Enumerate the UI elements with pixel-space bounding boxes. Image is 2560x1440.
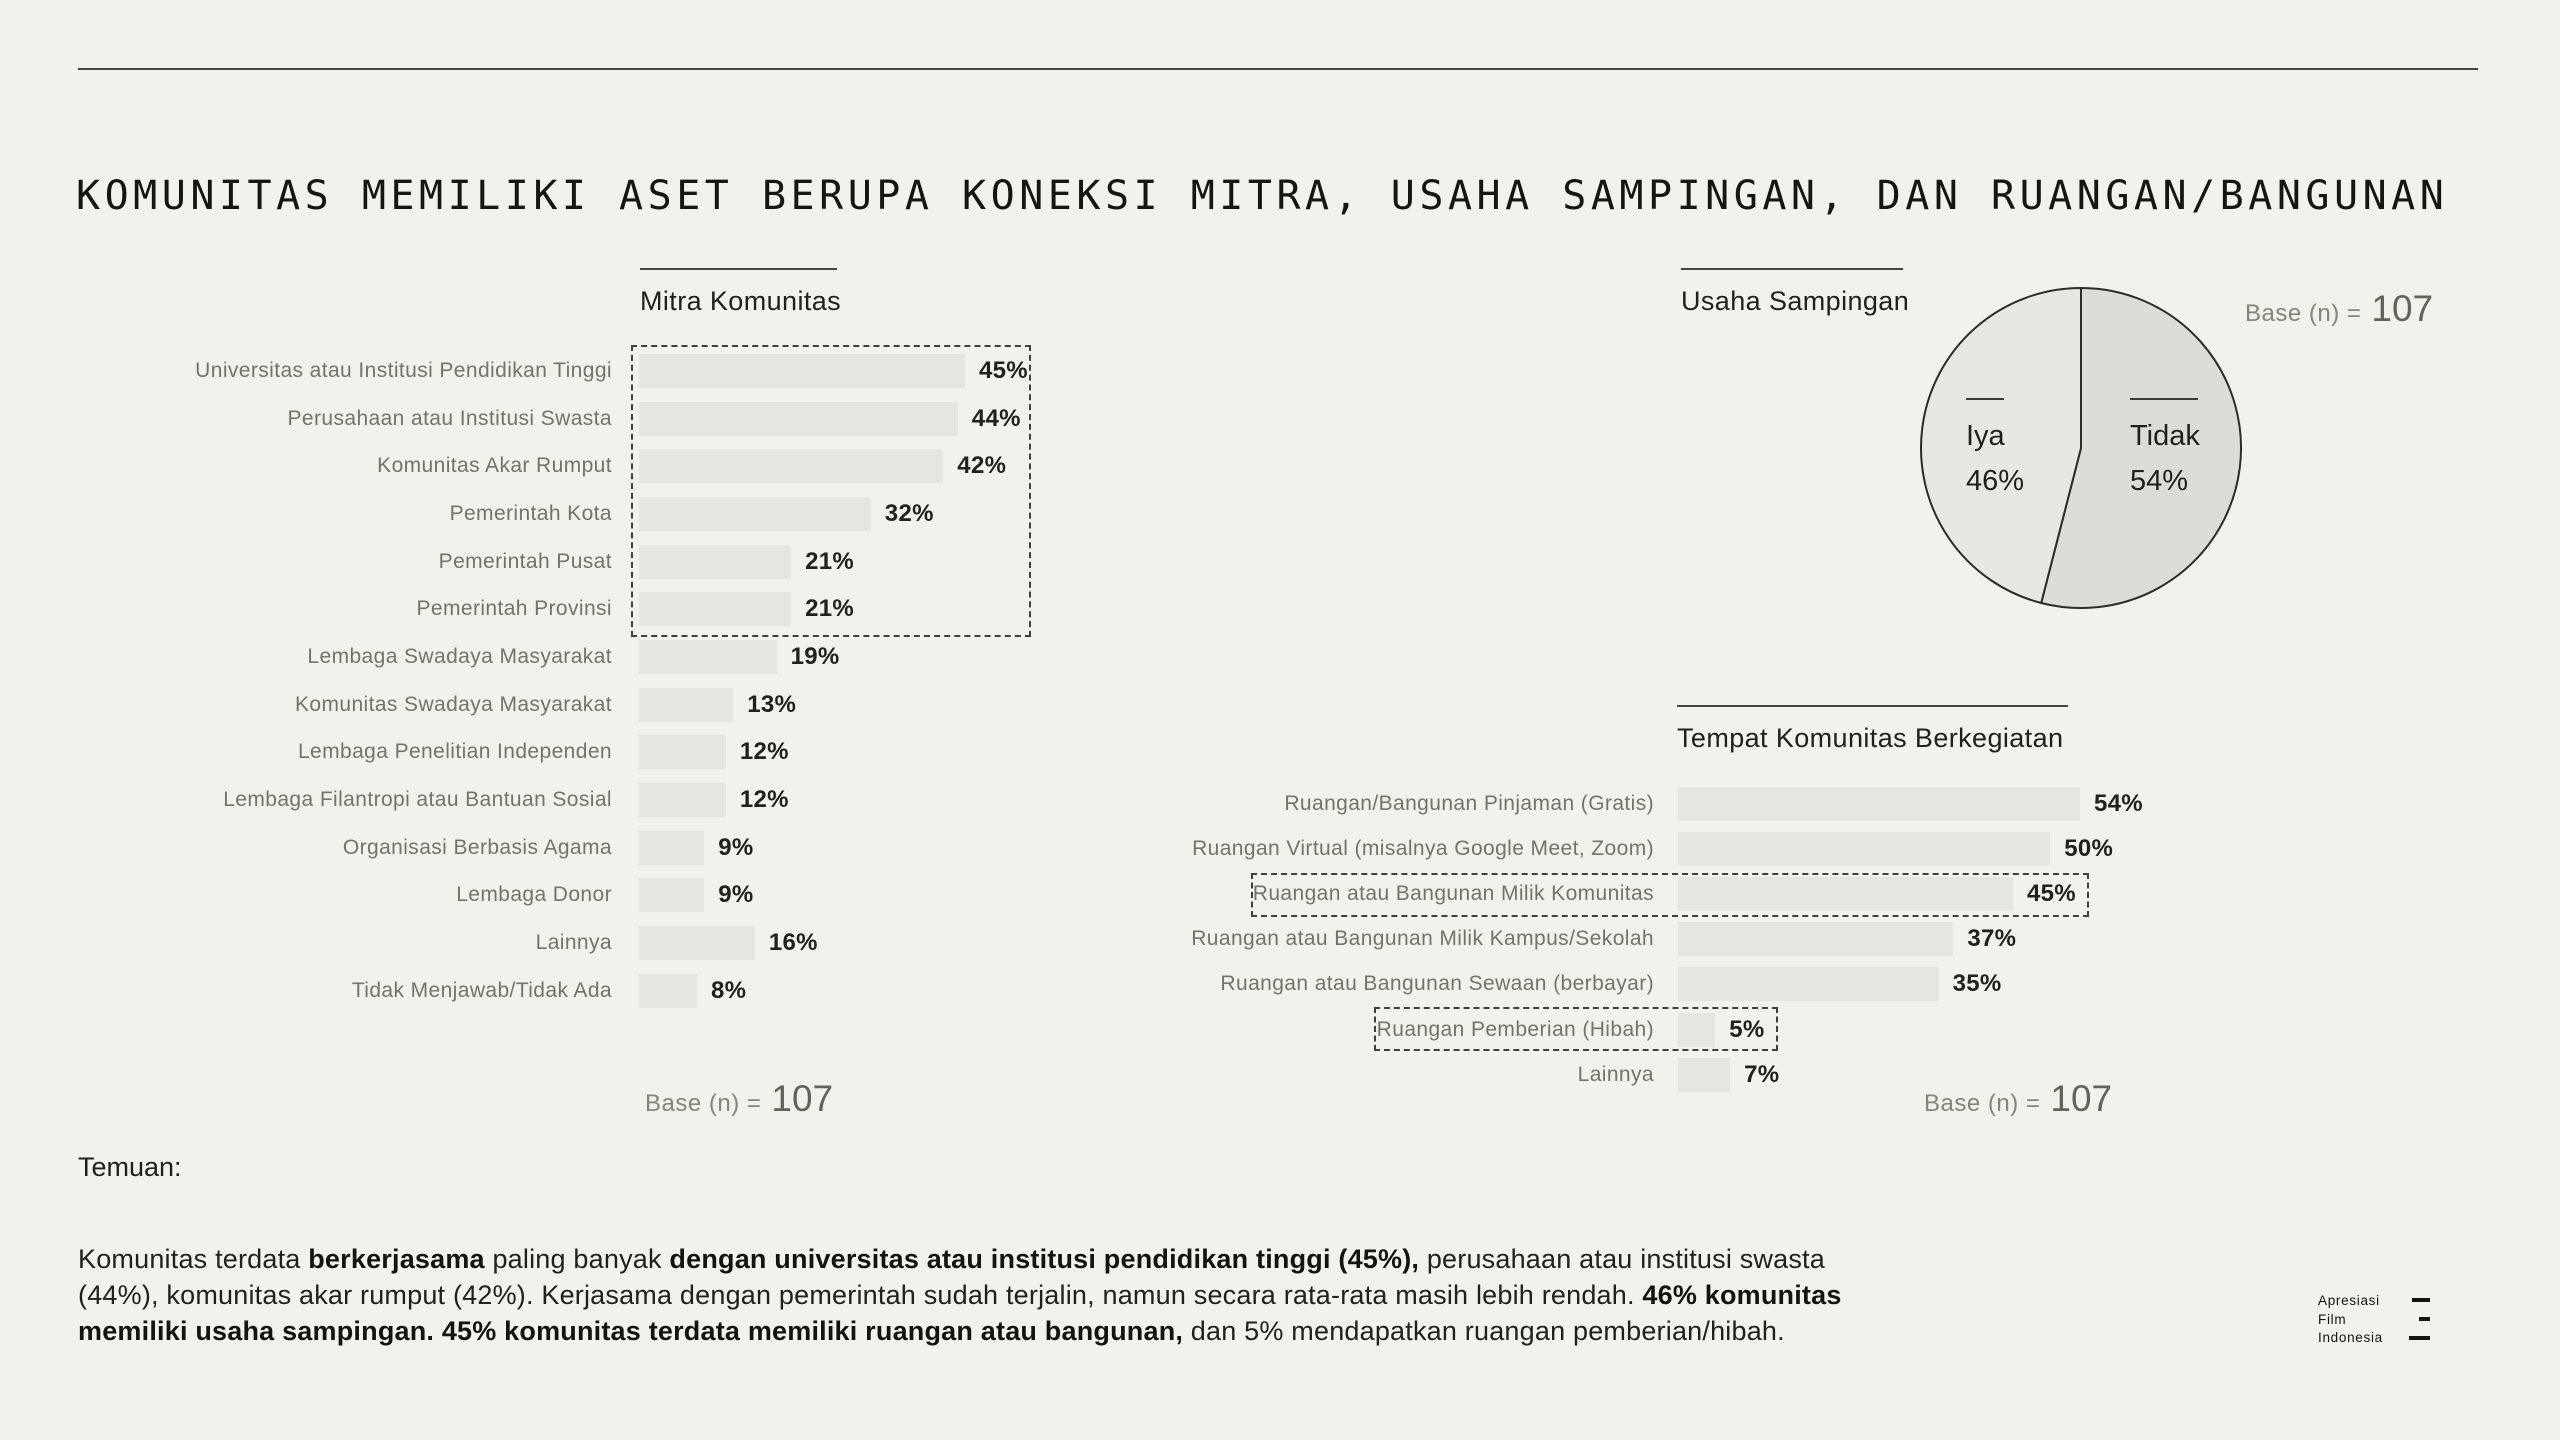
base-note-tempat [1924,1078,2112,1120]
bar-value-label: 21% [805,595,855,623]
findings-heading: Temuan: [78,1152,182,1182]
bar-category-label: Perusahaan atau Institusi Swasta [287,406,612,430]
bar-value-label: 9% [718,833,754,861]
findings-segment: perusahaan atau institusi swasta (44%), komunitas akar rumput (42%). Kerjasama dengan pemerintah sudah terjalin, namun secara rata-rata masih lebih rendah. [78,1244,1825,1310]
bar-value-label: 13% [747,690,797,718]
bar-category-label: Pemerintah Kota [449,501,612,525]
bar-value-label: 32% [884,499,934,527]
bar [639,783,726,817]
findings-paragraph [78,1241,1893,1349]
bar [1678,922,1953,956]
bar-category-label: Ruangan/Bangunan Pinjaman (Gratis) [1284,791,1654,815]
bar-value-label: 21% [805,547,855,575]
logo-dashes-icon [2409,1292,2430,1348]
pie-slice-name: Tidak [2130,420,2200,452]
logo-text [2318,1292,2383,1348]
bar-row [1190,917,2143,962]
pie-label-iya [1966,398,2024,504]
bar-category-label: Ruangan atau Bangunan Sewaan (berbayar) [1220,972,1654,996]
bar [639,831,704,865]
bar-category-label: Universitas atau Institusi Pendidikan Tinggi [195,358,612,382]
bar-category-label: Ruangan Pemberian (Hibah) [1376,1017,1654,1041]
bar-value-label: 8% [711,976,747,1004]
bar-category-label: Pemerintah Pusat [438,549,612,573]
chart-title-usaha-sampingan: Usaha Sampingan [1681,268,1903,317]
bar-category-label: Lembaga Filantropi atau Bantuan Sosial [223,788,612,812]
base-label: Base (n) = [2245,300,2362,327]
bar-value-label: 12% [739,738,789,766]
bar-value-label: 37% [1967,925,2017,953]
highlight-box-pemberian-hibah [1374,1007,1778,1051]
bar-value-label: 42% [957,452,1007,480]
logo-line: Indonesia [2318,1330,2383,1345]
bar-category-label: Lainnya [535,931,612,955]
bar-category-label: Ruangan atau Bangunan Milik Kampus/Sekolah [1191,927,1654,951]
base-label: Base (n) = [645,1090,762,1117]
bar-row [80,967,1028,1015]
base-value: 107 [2050,1078,2113,1119]
bar [639,878,704,912]
highlight-box-milik-komunitas [1251,873,2089,917]
logo-line: Film [2318,1311,2347,1327]
pie-slice-name: Iya [1966,420,2005,452]
bar-value-label: 7% [1744,1060,1780,1088]
bar-category-label: Lembaga Penelitian Independen [297,740,612,764]
bar-row [80,776,1028,824]
bar-value-label: 12% [739,786,789,814]
base-label: Base (n) = [1924,1090,2041,1117]
bar-row [80,633,1028,681]
bar-category-label: Organisasi Berbasis Agama [342,835,612,859]
bar-value-label: 19% [790,642,840,670]
bar-category-label: Tidak Menjawab/Tidak Ada [351,978,612,1002]
findings-segment: paling banyak [484,1244,670,1274]
chart-title-mitra-komunitas: Mitra Komunitas [640,268,837,317]
top-rule [78,68,2478,70]
bar [639,688,733,722]
bar-value-label: 54% [2094,789,2143,817]
bar-value-label: 44% [971,404,1021,432]
bar [1678,1058,1730,1092]
chart-title-tempat-komunitas: Tempat Komunitas Berkegiatan [1677,705,2068,754]
logo-line: Apresiasi [2318,1293,2380,1308]
bar-value-label: 35% [1952,970,2002,998]
findings-bold-segment: dengan universitas atau institusi pendidikan tinggi (45%), [669,1244,1420,1274]
pie-label-tidak [2130,398,2200,504]
bar [639,640,777,674]
base-value: 107 [771,1078,834,1119]
bar [639,926,755,960]
highlight-box-mitra-top6 [631,345,1031,637]
bar-category-label: Komunitas Akar Rumput [377,454,612,478]
bar-category-label: Lembaga Donor [456,883,612,907]
bar-value-label: 9% [718,881,754,909]
bar-category-label: Ruangan Virtual (misalnya Google Meet, Zoom) [1192,836,1654,860]
pie-slice-value: 46% [1966,465,2025,497]
bar [1678,967,1939,1001]
bar-row [80,872,1028,920]
bar-row [1190,826,2143,871]
bar-category-label: Lembaga Swadaya Masyarakat [307,644,612,668]
bar [639,974,697,1008]
findings-segment: Komunitas terdata [78,1244,309,1274]
base-note-mitra [645,1078,833,1120]
bar-category-label: Pemerintah Provinsi [416,597,612,621]
base-value: 107 [2371,288,2434,329]
apresiasi-film-indonesia-logo [2318,1292,2430,1348]
bar [639,735,726,769]
bar-category-label: Lainnya [1577,1062,1654,1086]
findings-segment: dan 5% mendapatkan ruangan pemberian/hibah. [1183,1316,1785,1346]
page-title: KOMUNITAS MEMILIKI ASET BERUPA KONEKSI MITRA, USAHA SAMPINGAN, DAN RUANGAN/BANGUNAN [76,172,2449,219]
findings-bold-segment: 46% komunitas memiliki usaha sampingan. 45% komunitas terdata memiliki ruangan atau bangunan, [78,1280,1842,1346]
bar-row [80,824,1028,872]
base-note-usaha-sampingan [2245,288,2433,330]
bar-value-label: 45% [2027,879,2076,907]
findings-bold-segment: berkerjasama [308,1244,485,1274]
bar-category-label: Komunitas Swadaya Masyarakat [294,692,612,716]
bar-value-label: 50% [2064,834,2114,862]
bar-value-label: 16% [768,929,818,957]
bar-row [80,919,1028,967]
bar [1678,832,2050,866]
pie-slice-value: 54% [2130,465,2189,497]
bar-row [1190,781,2143,826]
pie-label-overline [1966,398,2004,400]
bar [1678,787,2080,821]
pie-label-overline [2130,398,2198,400]
bar-row [1190,962,2143,1007]
bar-row [80,681,1028,729]
bar-value-label: 45% [979,356,1028,384]
bar-value-label: 5% [1729,1015,1765,1043]
bar-category-label: Ruangan atau Bangunan Milik Komunitas [1252,881,1654,905]
bar-row [80,729,1028,777]
